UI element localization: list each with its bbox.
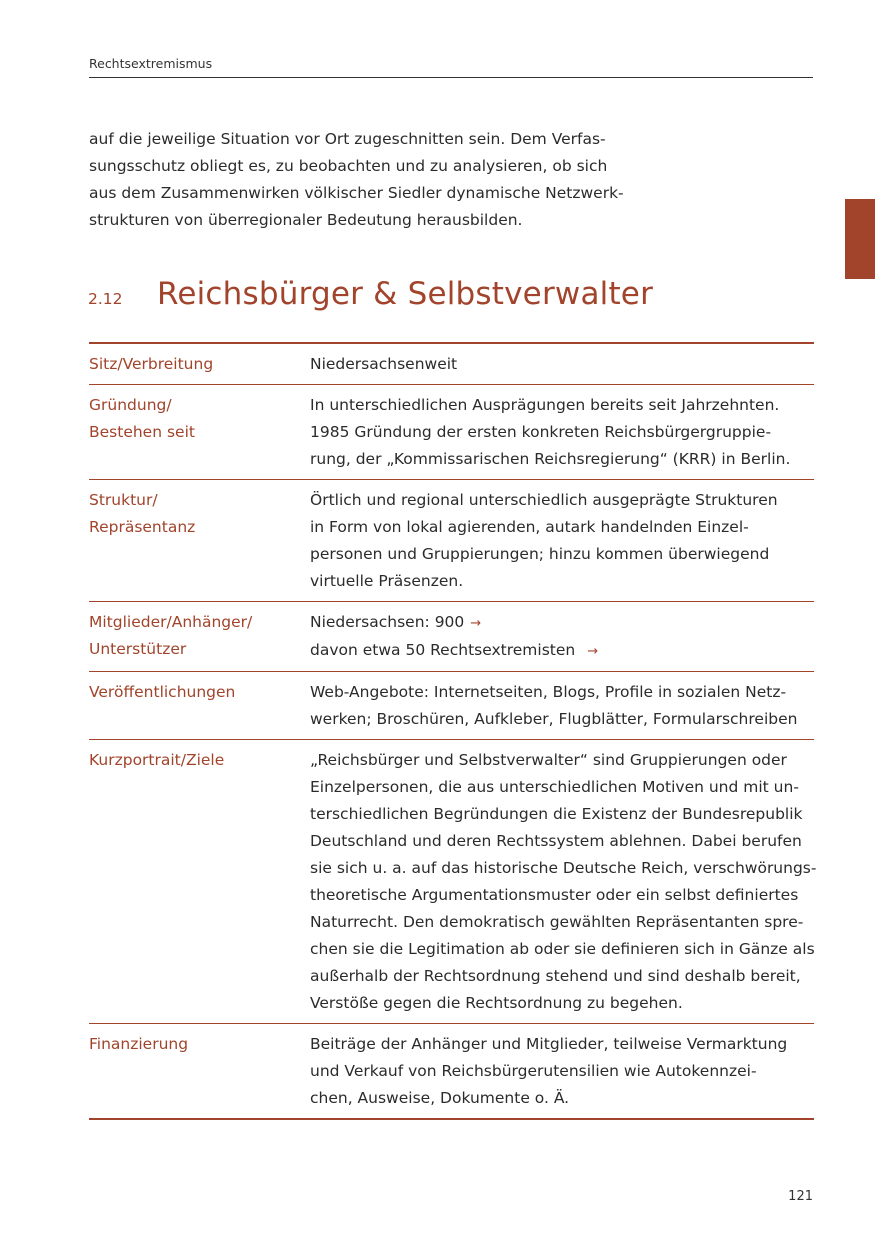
row-value <box>310 487 814 595</box>
row-value <box>310 679 814 733</box>
row-label <box>89 351 310 378</box>
row-value-line: virtuelle Präsenzen. <box>310 572 464 590</box>
row-label-line: Sitz/Verbreitung <box>89 355 214 373</box>
row-value-line: chen sie die Legitimation ab oder sie definieren sich in Gänze als <box>310 940 815 958</box>
row-value-line: Niedersachsenweit <box>310 355 458 373</box>
row-value-line: Beiträge der Anhänger und Mitglieder, teilweise Vermarktung <box>310 1035 788 1053</box>
intro-paragraph <box>89 126 634 234</box>
intro-line: strukturen von überregionaler Bedeutung herausbilden. <box>89 211 523 229</box>
row-label-line: Struktur/ <box>89 491 158 509</box>
table-row-kurzportrait <box>89 740 817 1024</box>
row-value-line: terschiedlichen Begründungen die Existenz der Bundesrepublik <box>310 805 803 823</box>
row-value-line: Einzelpersonen, die aus unterschiedlichen Motiven und mit un- <box>310 778 799 796</box>
row-value-line: Deutschland und deren Rechtssystem ablehnen. Dabei berufen <box>310 832 802 850</box>
row-value-line <box>310 609 814 637</box>
chapter-tab-marker <box>845 199 875 279</box>
row-value-line: außerhalb der Rechtsordnung stehend und sind deshalb bereit, <box>310 967 801 985</box>
row-label-line: Bestehen seit <box>89 423 195 441</box>
row-value-line: rung, der „Kommissarischen Reichsregierung“ (KRR) in Berlin. <box>310 450 791 468</box>
intro-line: auf die jeweilige Situation vor Ort zugeschnitten sein. Dem Verfas- <box>89 130 606 148</box>
row-label-line: Gründung/ <box>89 396 172 414</box>
row-value-line <box>310 637 814 665</box>
trend-arrow-icon: → <box>470 616 482 631</box>
row-value-line: In unterschiedlichen Ausprägungen bereits seit Jahrzehnten. <box>310 396 780 414</box>
row-label-line: Unterstützer <box>89 640 187 658</box>
section-number: 2.12 <box>88 290 123 308</box>
running-head: Rechtsextremismus <box>89 56 813 78</box>
row-value <box>310 609 814 665</box>
row-value <box>310 351 814 378</box>
row-value-line: 1985 Gründung der ersten konkreten Reichsbürgergruppie- <box>310 423 772 441</box>
row-value-line: „Reichsbürger und Selbstverwalter“ sind Gruppierungen oder <box>310 751 787 769</box>
row-value-line: Örtlich und regional unterschiedlich ausgeprägte Strukturen <box>310 491 778 509</box>
row-value <box>310 747 816 1017</box>
page-number: 121 <box>788 1189 813 1204</box>
trend-arrow-icon: → <box>587 644 599 659</box>
row-value-line: Web-Angebote: Internetseiten, Blogs, Profile in sozialen Netz- <box>310 683 787 701</box>
row-value-line: Naturrecht. Den demokratisch gewählten Repräsentanten spre- <box>310 913 804 931</box>
row-value-line: werken; Broschüren, Aufkleber, Flugblätter, Formularschreiben <box>310 710 798 728</box>
row-label <box>89 609 310 665</box>
row-label <box>89 392 310 473</box>
row-label <box>89 1031 310 1112</box>
intro-line: sungsschutz obliegt es, zu beobachten und zu analysieren, ob sich <box>89 157 608 175</box>
row-value-line: und Verkauf von Reichsbürgerutensilien wie Autokennzei- <box>310 1062 757 1080</box>
table-row-finanzierung <box>89 1024 814 1118</box>
row-label-line: Repräsentanz <box>89 518 196 536</box>
profile-table <box>89 342 817 1120</box>
row-value-line: personen und Gruppierungen; hinzu kommen überwiegend <box>310 545 770 563</box>
row-label-line: Veröffentlichungen <box>89 683 236 701</box>
count-text: Niedersachsen: 900 <box>310 613 465 631</box>
row-value-line: sie sich u. a. auf das historische Deutsche Reich, verschwörungs- <box>310 859 817 877</box>
table-row-veroeffentlichungen <box>89 672 814 740</box>
row-label-line: Mitglieder/Anhänger/ <box>89 613 253 631</box>
table-row-gruendung <box>89 385 814 480</box>
row-value-line: theoretische Argumentationsmuster oder ein selbst definiertes <box>310 886 799 904</box>
section-title: Reichsbürger & Selbstverwalter <box>157 276 654 312</box>
count-text: davon etwa 50 Rechtsextremisten <box>310 641 576 659</box>
row-value-line: chen, Ausweise, Dokumente o. Ä. <box>310 1089 570 1107</box>
row-label-line: Kurzportrait/Ziele <box>89 751 225 769</box>
row-label <box>89 487 310 595</box>
row-value-line: Verstöße gegen die Rechtsordnung zu begehen. <box>310 994 683 1012</box>
intro-line: aus dem Zusammenwirken völkischer Siedler dynamische Netzwerk- <box>89 184 624 202</box>
row-label <box>89 747 310 1017</box>
table-row-struktur <box>89 480 814 602</box>
row-label <box>89 679 310 733</box>
table-row-sitz <box>89 344 814 385</box>
row-label-line: Finanzierung <box>89 1035 189 1053</box>
row-value <box>310 1031 814 1112</box>
table-row-mitglieder <box>89 602 814 672</box>
row-value-line: in Form von lokal agierenden, autark handelnden Einzel- <box>310 518 749 536</box>
row-value <box>310 392 814 473</box>
